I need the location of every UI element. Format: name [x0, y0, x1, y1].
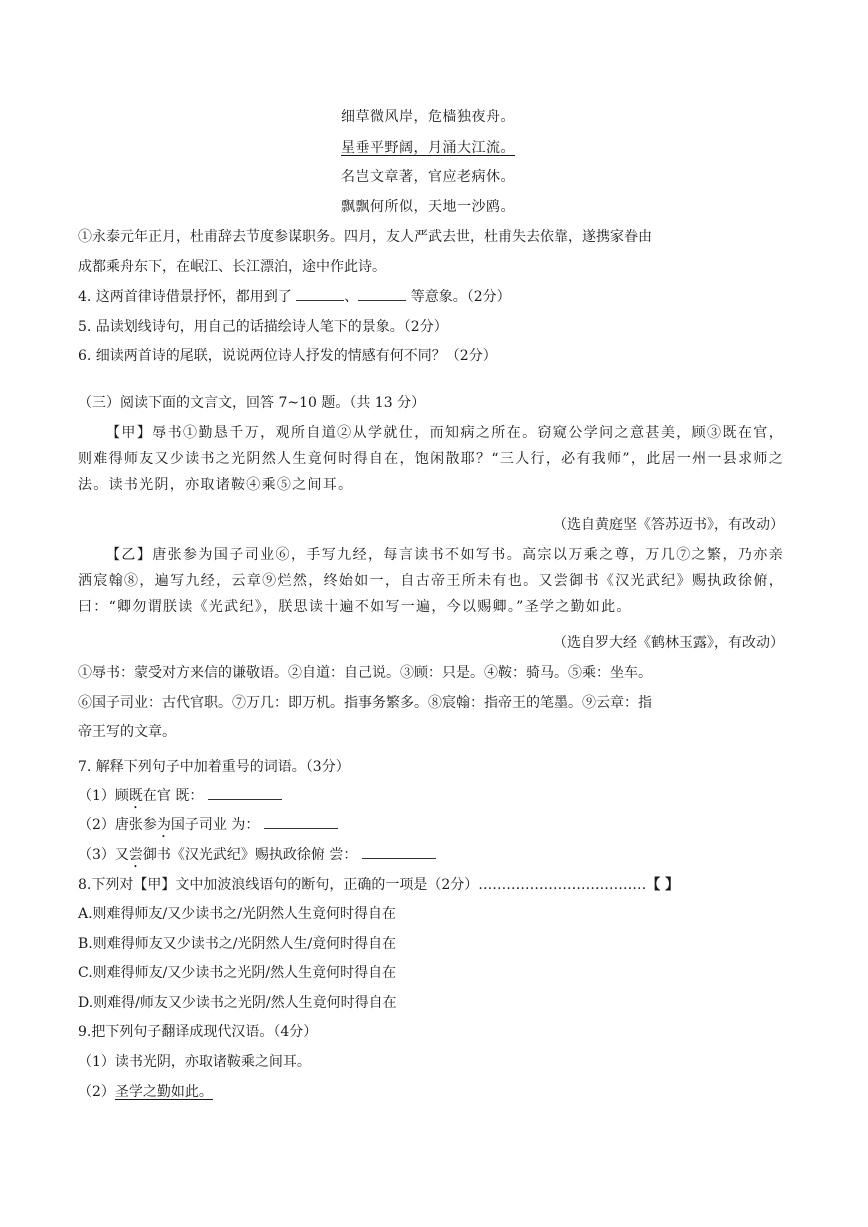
notes-line-2: ⑥国子司业：古代官职。⑦万几：即万机。指事务繁多。⑧宸翰：指帝王的笔墨。⑨云章：指	[78, 695, 652, 711]
question-6: 6. 细读两首诗的尾联，说说两位诗人抒发的情感有何不同？（2分）	[78, 348, 497, 364]
question-8-option-d: D.则难得/师友又少读书之光阴/然人生竟何时得自在	[78, 995, 397, 1011]
question-7-item-2: （2）唐张参为国子司业 为：	[78, 814, 338, 841]
poem-line-1: 细草微风岸，危樯独夜舟。	[341, 109, 515, 125]
question-8-option-a: A.则难得师友/又少读书之/光阴然人生竟何时得自在	[78, 906, 396, 922]
passage-a-source: （选自黄庭坚《答苏迈书》，有改动）	[553, 517, 784, 533]
answer-bracket[interactable]: 【 】	[646, 877, 680, 893]
question-7-item-3: （3）又尝御书《汉光武纪》赐执政徐俯 尝：	[78, 844, 436, 871]
question-9-title: 9.把下列句子翻译成现代汉语。（4分）	[78, 1024, 318, 1040]
passage-b-source: （选自罗大经《鹤林玉露》，有改动）	[553, 635, 784, 651]
passage-b: 【乙】唐张参为国子司业⑥，手写九经，每言读书不如写书。高宗以万乘之尊，万几⑦之繁，乃亦亲洒宸翰⑧，遍写九经，云章⑨烂然，终始如一，自古帝王所未有也。又尝御书《汉光武纪》赐执政徐俯，曰：“卿勿谓朕读《光武纪》，朕思读十遍不如写一遍，今以赐卿。”圣学之勤如此。	[78, 547, 784, 615]
poem-note-line-1: ①永泰元年正月，杜甫辞去节度参谋职务。四月，友人严武去世，杜甫失去依靠，遂携家眷由	[78, 229, 652, 245]
question-9-item-1: （1）读书光阴，亦取诸鞍乘之间耳。	[78, 1054, 311, 1070]
question-9-item-2-underlined: 圣学之勤如此。	[114, 1084, 213, 1100]
poem-line-2-underlined: 星垂平野阔，月涌大江流。	[341, 140, 515, 156]
question-4: 4. 这两首律诗借景抒怀，都用到了 、 等意象。（2分）	[78, 289, 511, 305]
question-5: 5. 品读划线诗句，用自己的话描绘诗人笔下的景象。（2分）	[78, 319, 448, 335]
answer-blank-2[interactable]	[358, 288, 406, 301]
question-8-option-b: B.则难得师友又少读书之/光阴然人生/竟何时得自在	[78, 936, 397, 952]
poem-line-3: 名岂文章著，官应老病休。	[341, 169, 515, 185]
answer-blank-7-3[interactable]	[362, 846, 436, 859]
notes-line-1: ①辱书：蒙受对方来信的谦敬语。②自道：自己说。③顾：只是。④鞍：骑马。⑤乘：坐车。	[78, 665, 652, 681]
answer-blank-7-1[interactable]	[208, 787, 282, 800]
question-7-title: 7. 解释下列句子中加着重号的词语。（3分）	[78, 759, 350, 775]
question-8-title: 8.下列对【甲】文中加波浪线语句的断句，正确的一项是（2分）………………………………【 】	[78, 877, 680, 893]
question-8-option-c: C.则难得师友/又少读书之光阴/然人生竟何时得自在	[78, 965, 397, 981]
question-9-item-2: （2）圣学之勤如此。	[78, 1084, 213, 1100]
passage-a: 【甲】辱书①勤恳千万，观所自道②从学就仕，而知病之所在。窃窥公学问之意甚美，顾③既在官，则难得师友又少读书之光阴然人生竟何时得自在，饱闲散耶？“三人行，必有我师”，此居一州一县求师之法。读书光阴，亦取诸鞍④乘⑤之间耳。	[78, 425, 784, 493]
poem-note-line-2: 成都乘舟东下，在岷江、长江漂泊，途中作此诗。	[78, 259, 386, 275]
poem-line-4: 飘飘何所似，天地一沙鸥。	[341, 199, 515, 215]
notes-line-3: 帝王写的文章。	[78, 724, 176, 740]
question-7-item-1: （1）顾既在官 既：	[78, 785, 282, 812]
answer-blank-7-2[interactable]	[264, 816, 338, 829]
answer-blank-1[interactable]	[296, 288, 344, 301]
section-3-title: （三）阅读下面的文言文，回答 7~10 题。（共 13 分）	[78, 395, 426, 411]
